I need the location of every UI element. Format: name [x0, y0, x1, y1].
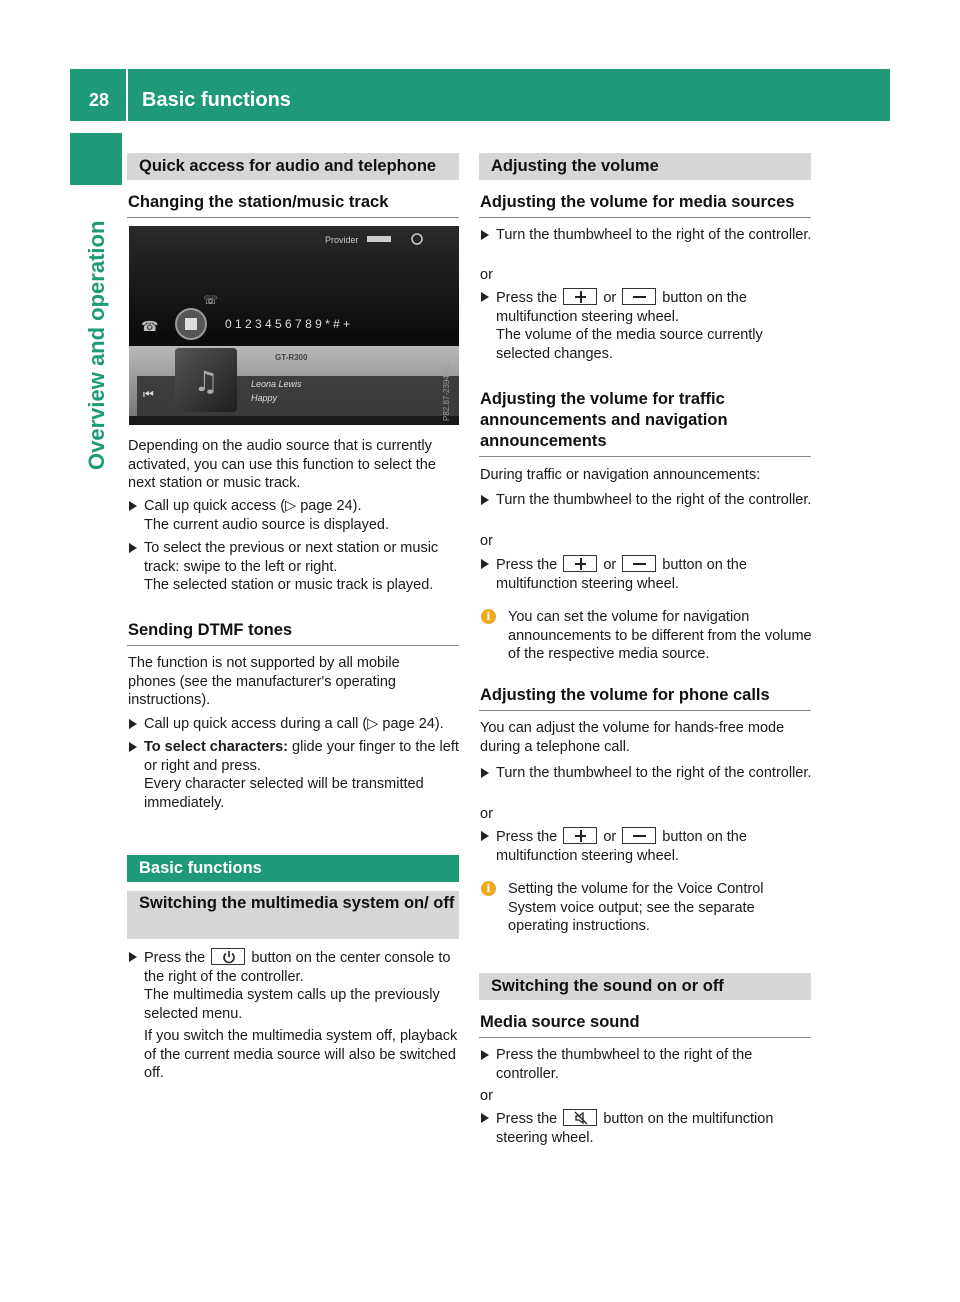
step-result: The multimedia system calls up the previously selected menu.	[144, 987, 440, 1022]
page-number: 28	[88, 90, 110, 110]
step-arrow-icon	[481, 495, 489, 505]
step-arrow-icon	[481, 292, 489, 302]
step-text-pre: Press the	[496, 1111, 558, 1127]
step-text-post: button on the multifunction steering wheel.	[496, 1111, 774, 1146]
minus-button-icon	[622, 555, 656, 572]
step-item	[480, 491, 812, 510]
svg-text:Happy: Happy	[251, 393, 278, 403]
heading-rule	[127, 217, 459, 218]
svg-text:♫: ♫	[193, 365, 219, 398]
step-arrow-icon	[481, 230, 489, 240]
step-result: Every character selected will be transmitted immediately.	[144, 776, 424, 811]
step-text: Turn the thumbwheel to the right of the controller.	[496, 227, 812, 243]
info-icon: i	[481, 609, 496, 624]
audio-screen-image	[129, 226, 459, 425]
mute-button-icon	[563, 1109, 597, 1126]
step-result: The selected station or music track is played.	[144, 577, 434, 593]
step-arrow-icon	[129, 501, 137, 511]
step-item	[480, 1109, 812, 1147]
sound-on-off-heading: Switching the sound on or off	[479, 973, 811, 1000]
heading-rule	[127, 645, 459, 646]
plus-button-icon	[563, 827, 597, 844]
section-side-label: Overview and operation	[84, 220, 109, 470]
media-sound-heading: Media source sound	[480, 1013, 640, 1031]
step-item	[128, 948, 460, 1083]
step-text: Turn the thumbwheel to the right of the controller.	[496, 765, 812, 781]
step-item	[480, 555, 812, 593]
step-arrow-icon	[481, 831, 489, 841]
info-note	[480, 608, 812, 664]
svg-text:⏮: ⏮	[143, 387, 154, 401]
page-title: Basic functions	[142, 89, 291, 111]
step-arrow-icon	[129, 719, 137, 729]
step-text	[496, 555, 812, 593]
heading-rule	[479, 710, 811, 711]
step-arrow-icon	[481, 559, 489, 569]
switching-system-heading: Switching the multimedia system on/ off	[127, 891, 459, 939]
basic-functions-heading: Basic functions	[127, 855, 459, 882]
phone-intro-text: You can adjust the volume for hands-free mode during a telephone call.	[480, 720, 785, 755]
step-item	[128, 497, 460, 534]
step-text	[144, 497, 460, 516]
step-link-text[interactable]: Call up quick access (▷ page 24).	[144, 498, 362, 514]
step-bold-label: To select characters:	[144, 739, 288, 755]
step-text	[496, 288, 812, 326]
svg-text:Leona Lewis: Leona Lewis	[251, 379, 302, 389]
or-inline-text: or	[603, 290, 617, 306]
heading-rule	[479, 456, 811, 457]
svg-text:P82.87-2394-31: P82.87-2394-31	[442, 363, 451, 421]
heading-rule	[479, 1037, 811, 1038]
or-text: or	[480, 806, 493, 822]
step-text-post: button on the center console to the right of the controller.	[144, 950, 451, 985]
step-text-post: button on the multifunction steering wheel.	[496, 829, 747, 864]
step-text: Turn the thumbwheel to the right of the controller.	[496, 492, 812, 508]
step-item	[128, 715, 460, 734]
dtmf-heading: Sending DTMF tones	[128, 621, 293, 639]
traffic-volume-heading: Adjusting the volume for traffic announcements and navigation announcements	[480, 390, 728, 450]
minus-button-icon	[622, 288, 656, 305]
info-icon: i	[481, 881, 496, 896]
step-item	[128, 539, 460, 595]
plus-button-icon	[563, 288, 597, 305]
quick-access-heading: Quick access for audio and telephone	[127, 153, 459, 180]
or-text: or	[480, 1088, 493, 1104]
svg-text:GT-R300: GT-R300	[275, 353, 308, 362]
step-text: Press the thumbwheel to the right of the controller.	[496, 1047, 753, 1082]
step-item	[480, 226, 812, 245]
or-text: or	[480, 267, 493, 283]
minus-button-icon	[622, 827, 656, 844]
svg-text:Provider: Provider	[325, 235, 359, 245]
step-arrow-icon	[129, 543, 137, 553]
step-item	[128, 738, 460, 812]
step-text	[144, 738, 460, 775]
changing-track-heading: Changing the station/music track	[128, 193, 389, 211]
step-result: The current audio source is displayed.	[144, 516, 390, 533]
adjusting-volume-heading: Adjusting the volume	[479, 153, 811, 180]
step-item	[480, 827, 812, 865]
traffic-intro-text: During traffic or navigation announcements:	[480, 467, 761, 483]
info-text: Setting the volume for the Voice Control System voice output; see the separate operating instructions.	[508, 881, 764, 934]
phone-volume-heading: Adjusting the volume for phone calls	[480, 686, 770, 704]
step-rest-text: glide your finger to the left or right and press.	[144, 739, 459, 774]
step-result: The volume of the media source currently selected changes.	[496, 327, 763, 362]
side-tab-marker	[70, 133, 122, 185]
info-text: You can set the volume for navigation announcements to be different from the volume of the respective media source.	[508, 609, 812, 662]
step-text: To select the previous or next station or music track: swipe to the left or right.	[144, 540, 439, 575]
power-button-icon	[211, 948, 245, 965]
step-text-pre: Press the	[496, 829, 558, 845]
or-inline-text: or	[603, 829, 617, 845]
step-text-pre: Press the	[144, 950, 206, 966]
step-arrow-icon	[481, 1050, 489, 1060]
step-text	[144, 948, 460, 986]
heading-rule	[479, 217, 811, 218]
step-text[interactable]: Call up quick access during a call (▷ page 24).	[144, 716, 444, 732]
media-volume-heading: Adjusting the volume for media sources	[480, 193, 795, 211]
step-arrow-icon	[129, 952, 137, 962]
plus-button-icon	[563, 555, 597, 572]
step-item	[480, 288, 812, 363]
step-arrow-icon	[481, 768, 489, 778]
step-text-post: button on the multifunction steering wheel.	[496, 557, 747, 592]
step-arrow-icon	[129, 742, 137, 752]
step-text-pre: Press the	[496, 557, 558, 573]
changing-intro-text: Depending on the audio source that is currently activated, you can use this function to select the next station or music track.	[128, 438, 436, 491]
step-text	[496, 827, 812, 865]
header-divider	[126, 69, 128, 121]
step-text-pre: Press the	[496, 290, 558, 306]
info-note	[480, 880, 812, 936]
dtmf-intro-text: The function is not supported by all mobile phones (see the manufacturer's operating instructions).	[128, 655, 400, 708]
or-inline-text: or	[603, 557, 617, 573]
svg-text:☏: ☏	[203, 293, 219, 307]
step-item	[480, 1046, 812, 1083]
step-text	[496, 1109, 812, 1147]
step-arrow-icon	[481, 1113, 489, 1123]
svg-text:0 1 2 3 4 5 6 7 8 9 * # +: 0 1 2 3 4 5 6 7 8 9 * # +	[225, 317, 351, 331]
step-text-post: button on the multifunction steering wheel.	[496, 290, 747, 325]
svg-text:☎: ☎	[141, 319, 159, 335]
step-result: If you switch the multimedia system off, playback of the current media source will also be switched off.	[144, 1028, 458, 1081]
step-item	[480, 764, 812, 783]
or-text: or	[480, 533, 493, 549]
